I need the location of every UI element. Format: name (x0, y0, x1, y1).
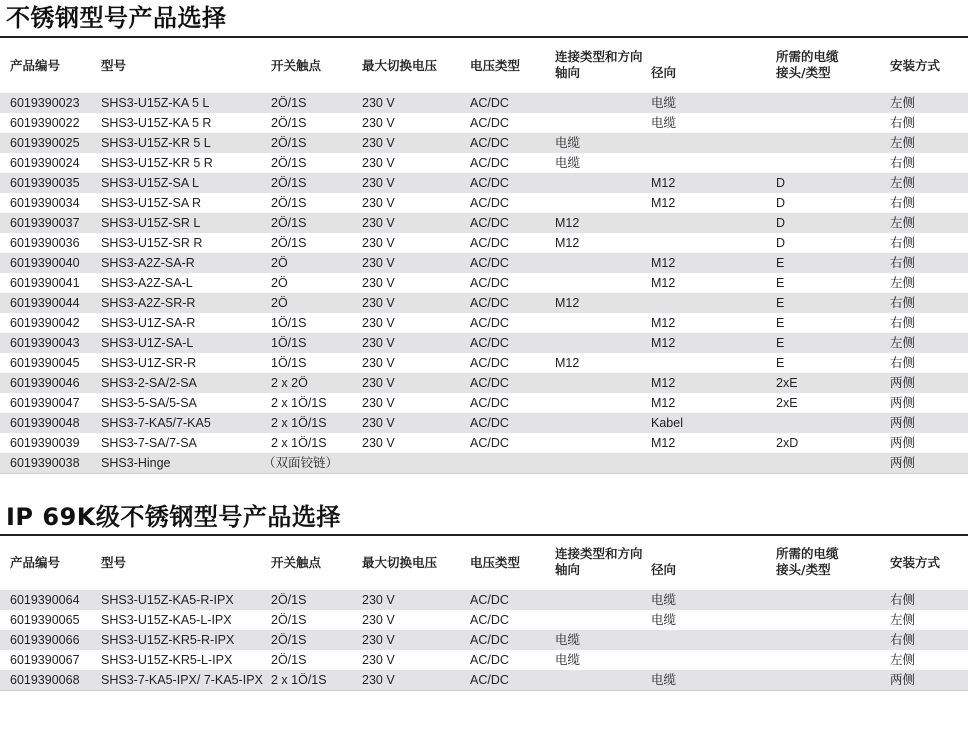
cell-mounting: 左侧 (890, 95, 916, 110)
table-row (0, 293, 968, 313)
cell-model: SHS3-Hinge (101, 456, 171, 470)
cell-voltage-type: AC/DC (470, 633, 509, 647)
cell-max-voltage: 230 V (362, 136, 395, 150)
cell-mounting: 两侧 (890, 672, 916, 687)
cell-mounting: 左侧 (890, 612, 916, 627)
cell-product-no: 6019390039 (10, 436, 80, 450)
cell-mounting: 两侧 (890, 455, 916, 470)
cell-voltage-type: AC/DC (470, 316, 509, 330)
cell-cable: E (776, 276, 785, 290)
cell-max-voltage: 230 V (362, 593, 395, 607)
header-product-no: 产品编号 (10, 555, 61, 570)
cell-radial: 电缆 (651, 95, 677, 110)
table-row (0, 93, 968, 113)
product-table (0, 590, 968, 690)
cell-cable: E (776, 256, 785, 270)
cell-voltage-type: AC/DC (470, 276, 509, 290)
cell-contacts: 2Ö/1S (271, 116, 307, 130)
header-connection-type: 连接类型和方向 (555, 49, 643, 64)
cell-product-no: 6019390042 (10, 316, 80, 330)
cell-max-voltage: 230 V (362, 613, 395, 627)
cell-voltage-type: AC/DC (470, 176, 509, 190)
table-bottom-line (0, 690, 968, 691)
cell-voltage-type: AC/DC (470, 673, 509, 687)
cell-model: SHS3-U15Z-KR 5 L (101, 136, 211, 150)
table-row (0, 453, 968, 473)
cell-product-no: 6019390067 (10, 653, 80, 667)
cell-radial: M12 (651, 176, 676, 190)
cell-axial: 电缆 (555, 135, 581, 150)
cell-model: SHS3-U15Z-KR 5 R (101, 156, 213, 170)
header-product-no: 产品编号 (10, 58, 61, 73)
table-row (0, 670, 968, 690)
table-row (0, 113, 968, 133)
cell-product-no: 6019390045 (10, 356, 80, 370)
cell-model: SHS3-2-SA/2-SA (101, 376, 197, 390)
cell-mounting: 左侧 (890, 652, 916, 667)
cell-product-no: 6019390037 (10, 216, 80, 230)
cell-model: SHS3-A2Z-SA-L (101, 276, 193, 290)
cell-product-no: 6019390044 (10, 296, 80, 310)
cell-product-no: 6019390024 (10, 156, 80, 170)
cell-max-voltage: 230 V (362, 256, 395, 270)
product-table (0, 93, 968, 473)
cell-product-no: 6019390034 (10, 196, 80, 210)
table-row (0, 213, 968, 233)
cell-product-no: 6019390023 (10, 96, 80, 110)
header-contacts: 开关触点 (271, 58, 322, 73)
cell-max-voltage: 230 V (362, 176, 395, 190)
title-rule (0, 534, 968, 536)
cell-cable: E (776, 336, 785, 350)
cell-axial: M12 (555, 236, 580, 250)
cell-mounting: 两侧 (890, 435, 916, 450)
cell-radial: M12 (651, 196, 676, 210)
header-mounting: 安装方式 (890, 58, 941, 73)
cell-voltage-type: AC/DC (470, 396, 509, 410)
cell-voltage-type: AC/DC (470, 336, 509, 350)
cell-model: SHS3-U15Z-SR R (101, 236, 203, 250)
header-max-voltage: 最大切换电压 (362, 58, 438, 73)
cell-contacts: （双面铰链） (263, 455, 339, 470)
cell-voltage-type: AC/DC (470, 416, 509, 430)
cell-contacts: 2Ö/1S (271, 216, 307, 230)
header-radial: 径向 (651, 562, 677, 577)
cell-contacts: 1Ö/1S (271, 336, 307, 350)
cell-max-voltage: 230 V (362, 653, 395, 667)
cell-max-voltage: 230 V (362, 216, 395, 230)
cell-max-voltage: 230 V (362, 436, 395, 450)
cell-voltage-type: AC/DC (470, 653, 509, 667)
cell-contacts: 2Ö/1S (271, 96, 307, 110)
cell-product-no: 6019390066 (10, 633, 80, 647)
cell-voltage-type: AC/DC (470, 96, 509, 110)
cell-mounting: 右侧 (890, 235, 916, 250)
cell-model: SHS3-U15Z-KA5-L-IPX (101, 613, 232, 627)
cell-voltage-type: AC/DC (470, 156, 509, 170)
cell-model: SHS3-A2Z-SA-R (101, 256, 195, 270)
cell-product-no: 6019390041 (10, 276, 80, 290)
cell-contacts: 1Ö/1S (271, 356, 307, 370)
cell-max-voltage: 230 V (362, 316, 395, 330)
header-radial: 径向 (651, 65, 677, 80)
header-voltage-type: 电压类型 (470, 555, 521, 570)
cell-voltage-type: AC/DC (470, 593, 509, 607)
header-model: 型号 (101, 555, 127, 570)
cell-product-no: 6019390048 (10, 416, 80, 430)
cell-contacts: 2Ö/1S (271, 653, 307, 667)
table-row (0, 590, 968, 610)
cell-model: SHS3-U15Z-KR5-R-IPX (101, 633, 235, 647)
cell-product-no: 6019390022 (10, 116, 80, 130)
cell-model: SHS3-U1Z-SR-R (101, 356, 197, 370)
cell-mounting: 左侧 (890, 335, 916, 350)
cell-axial: 电缆 (555, 652, 581, 667)
cell-mounting: 两侧 (890, 395, 916, 410)
cell-mounting: 左侧 (890, 215, 916, 230)
cell-model: SHS3-U15Z-SA R (101, 196, 202, 210)
cell-model: SHS3-U15Z-KA 5 R (101, 116, 212, 130)
table-row (0, 353, 968, 373)
cell-voltage-type: AC/DC (470, 436, 509, 450)
cell-max-voltage: 230 V (362, 376, 395, 390)
cell-max-voltage: 230 V (362, 336, 395, 350)
cell-contacts: 1Ö/1S (271, 316, 307, 330)
header-model: 型号 (101, 58, 127, 73)
table-row (0, 650, 968, 670)
cell-contacts: 2 x 1Ö/1S (271, 416, 327, 430)
cell-mounting: 右侧 (890, 115, 916, 130)
cell-model: SHS3-U1Z-SA-R (101, 316, 196, 330)
cell-contacts: 2Ö (271, 276, 288, 290)
cell-cable: 2xD (776, 436, 799, 450)
cell-mounting: 右侧 (890, 315, 916, 330)
cell-contacts: 2Ö (271, 296, 288, 310)
cell-product-no: 6019390036 (10, 236, 80, 250)
cell-voltage-type: AC/DC (470, 296, 509, 310)
table-bottom-line (0, 473, 968, 474)
table-row (0, 610, 968, 630)
header-connection-type: 连接类型和方向 (555, 546, 643, 561)
cell-mounting: 左侧 (890, 275, 916, 290)
cell-radial: M12 (651, 376, 676, 390)
cell-model: SHS3-U15Z-KR5-L-IPX (101, 653, 233, 667)
cell-mounting: 两侧 (890, 375, 916, 390)
cell-radial: M12 (651, 336, 676, 350)
header-mounting: 安装方式 (890, 555, 941, 570)
cell-voltage-type: AC/DC (470, 116, 509, 130)
cell-axial: 电缆 (555, 155, 581, 170)
cell-max-voltage: 230 V (362, 356, 395, 370)
table-row (0, 630, 968, 650)
cell-contacts: 2 x 1Ö/1S (271, 673, 327, 687)
cell-radial: M12 (651, 436, 676, 450)
cell-model: SHS3-U15Z-KA5-R-IPX (101, 593, 234, 607)
cell-max-voltage: 230 V (362, 673, 395, 687)
cell-mounting: 两侧 (890, 415, 916, 430)
table-row (0, 273, 968, 293)
table-row (0, 333, 968, 353)
header-contacts: 开关触点 (271, 555, 322, 570)
cell-mounting: 右侧 (890, 195, 916, 210)
cell-contacts: 2 x 1Ö/1S (271, 396, 327, 410)
cell-voltage-type: AC/DC (470, 216, 509, 230)
table-row (0, 413, 968, 433)
cell-mounting: 右侧 (890, 592, 916, 607)
cell-contacts: 2Ö/1S (271, 593, 307, 607)
cell-cable: 2xE (776, 376, 798, 390)
cell-contacts: 2Ö (271, 256, 288, 270)
cell-voltage-type: AC/DC (470, 256, 509, 270)
cell-radial: 电缆 (651, 672, 677, 687)
cell-radial: Kabel (651, 416, 683, 430)
cell-max-voltage: 230 V (362, 276, 395, 290)
cell-model: SHS3-7-KA5-IPX/ 7-KA5-IPX (101, 673, 263, 687)
cell-cable: D (776, 236, 786, 250)
cell-max-voltage: 230 V (362, 296, 395, 310)
cell-cable: 2xE (776, 396, 798, 410)
cell-radial: M12 (651, 256, 676, 270)
cell-voltage-type: AC/DC (470, 196, 509, 210)
header-cable-line1: 所需的电缆 (776, 49, 839, 64)
cell-contacts: 2Ö/1S (271, 136, 307, 150)
cell-cable: E (776, 356, 785, 370)
cell-mounting: 右侧 (890, 155, 916, 170)
cell-cable: E (776, 296, 785, 310)
table-row (0, 313, 968, 333)
title-rule (0, 36, 968, 38)
cell-mounting: 右侧 (890, 632, 916, 647)
cell-radial: M12 (651, 316, 676, 330)
cell-cable: E (776, 316, 785, 330)
cell-max-voltage: 230 V (362, 116, 395, 130)
cell-model: SHS3-A2Z-SR-R (101, 296, 196, 310)
cell-voltage-type: AC/DC (470, 376, 509, 390)
cell-max-voltage: 230 V (362, 416, 395, 430)
cell-contacts: 2Ö/1S (271, 176, 307, 190)
header-cable-line1: 所需的电缆 (776, 546, 839, 561)
cell-radial: 电缆 (651, 592, 677, 607)
table-row (0, 393, 968, 413)
cell-axial: M12 (555, 296, 580, 310)
cell-axial: 电缆 (555, 632, 581, 647)
cell-product-no: 6019390043 (10, 336, 80, 350)
table-row (0, 133, 968, 153)
cell-product-no: 6019390068 (10, 673, 80, 687)
cell-mounting: 左侧 (890, 175, 916, 190)
table-row (0, 373, 968, 393)
cell-axial: M12 (555, 356, 580, 370)
cell-product-no: 6019390046 (10, 376, 80, 390)
cell-radial: 电缆 (651, 115, 677, 130)
cell-voltage-type: AC/DC (470, 356, 509, 370)
cell-voltage-type: AC/DC (470, 136, 509, 150)
cell-product-no: 6019390025 (10, 136, 80, 150)
cell-cable: D (776, 176, 786, 190)
table-row (0, 433, 968, 453)
cell-product-no: 6019390065 (10, 613, 80, 627)
cell-product-no: 6019390038 (10, 456, 80, 470)
cell-contacts: 2Ö/1S (271, 633, 307, 647)
cell-mounting: 右侧 (890, 295, 916, 310)
cell-axial: M12 (555, 216, 580, 230)
cell-max-voltage: 230 V (362, 96, 395, 110)
header-axial: 轴向 (555, 562, 581, 577)
cell-radial: 电缆 (651, 612, 677, 627)
header-axial: 轴向 (555, 65, 581, 80)
section-title: 不锈钢型号产品选择 (6, 4, 227, 32)
cell-mounting: 左侧 (890, 135, 916, 150)
table-row (0, 233, 968, 253)
cell-model: SHS3-U15Z-SA L (101, 176, 199, 190)
cell-radial: M12 (651, 396, 676, 410)
cell-max-voltage: 230 V (362, 196, 395, 210)
table-row (0, 253, 968, 273)
table-row (0, 193, 968, 213)
header-cable-line2: 接头/类型 (776, 562, 831, 577)
cell-product-no: 6019390064 (10, 593, 80, 607)
cell-cable: D (776, 216, 786, 230)
cell-voltage-type: AC/DC (470, 613, 509, 627)
cell-model: SHS3-7-KA5/7-KA5 (101, 416, 211, 430)
cell-cable: D (776, 196, 786, 210)
cell-contacts: 2 x 2Ö (271, 376, 308, 390)
header-cable-line2: 接头/类型 (776, 65, 831, 80)
cell-product-no: 6019390047 (10, 396, 80, 410)
cell-max-voltage: 230 V (362, 633, 395, 647)
cell-contacts: 2Ö/1S (271, 613, 307, 627)
table-row (0, 173, 968, 193)
header-voltage-type: 电压类型 (470, 58, 521, 73)
cell-contacts: 2 x 1Ö/1S (271, 436, 327, 450)
cell-max-voltage: 230 V (362, 236, 395, 250)
cell-contacts: 2Ö/1S (271, 196, 307, 210)
cell-model: SHS3-7-SA/7-SA (101, 436, 197, 450)
cell-product-no: 6019390035 (10, 176, 80, 190)
cell-model: SHS3-U1Z-SA-L (101, 336, 194, 350)
header-max-voltage: 最大切换电压 (362, 555, 438, 570)
cell-model: SHS3-5-SA/5-SA (101, 396, 197, 410)
cell-radial: M12 (651, 276, 676, 290)
section-title: IP 69K级不锈钢型号产品选择 (6, 503, 341, 531)
cell-contacts: 2Ö/1S (271, 236, 307, 250)
cell-mounting: 右侧 (890, 355, 916, 370)
cell-product-no: 6019390040 (10, 256, 80, 270)
cell-max-voltage: 230 V (362, 156, 395, 170)
table-row (0, 153, 968, 173)
cell-model: SHS3-U15Z-SR L (101, 216, 201, 230)
cell-mounting: 右侧 (890, 255, 916, 270)
cell-model: SHS3-U15Z-KA 5 L (101, 96, 210, 110)
cell-voltage-type: AC/DC (470, 236, 509, 250)
cell-contacts: 2Ö/1S (271, 156, 307, 170)
cell-max-voltage: 230 V (362, 396, 395, 410)
